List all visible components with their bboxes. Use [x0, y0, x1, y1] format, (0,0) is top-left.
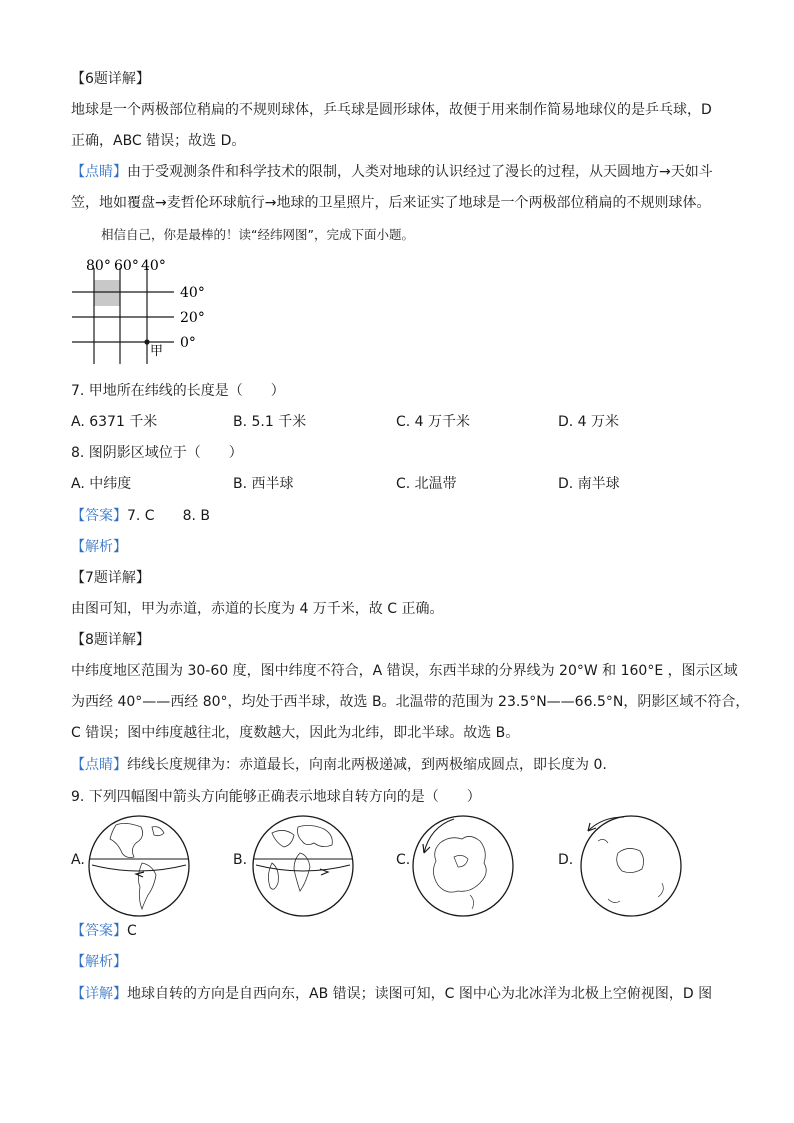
analysis-tag: 【解析】 [71, 539, 127, 555]
lat-label-40: 40° [180, 285, 205, 301]
lat-label-20: 20° [180, 310, 205, 326]
q6-tip-line1 [71, 161, 713, 181]
q8-detail-heading: 【8题详解】 [71, 632, 150, 648]
q8-option-d: D. 南半球 [558, 476, 620, 492]
q8-stem: 8. 图阴影区域位于（ ） [71, 445, 243, 461]
q6-body-line1: 地球是一个两极部位稍扁的不规则球体，乒乓球是圆形球体，故便于用来制作简易地球仪的是乒乓球，D [71, 102, 712, 118]
globe-c [410, 813, 516, 919]
tip-tag: 【点睛】 [71, 164, 127, 180]
globe-a [86, 813, 192, 919]
q9-option-a-label: A. [71, 852, 85, 868]
analysis-tag-9: 【解析】 [71, 954, 127, 970]
q7-option-c: C. 4 万千米 [396, 414, 471, 430]
point-jia-label: 甲 [150, 344, 164, 359]
q7-stem: 7. 甲地所在纬线的长度是（ ） [71, 383, 285, 399]
q8-detail-line1: 中纬度地区范围为 30-60 度，图中纬度不符合，A 错误，东西半球的分界线为 20°W 和 160°E ，图示区域 [71, 663, 738, 679]
globe-b [250, 813, 356, 919]
q9-option-b-label: B. [233, 852, 248, 868]
q8-option-c: C. 北温带 [396, 476, 457, 492]
detail-tag: 【详解】 [71, 986, 127, 1002]
q7-option-b: B. 5.1 千米 [233, 414, 307, 430]
q8-tip [71, 754, 607, 774]
q7-detail-heading: 【7题详解】 [71, 570, 150, 586]
lon-label-60: 60° [114, 258, 139, 274]
lon-label-40: 40° [141, 258, 166, 274]
q9-option-c-label: C. [396, 852, 411, 868]
point-jia-marker [144, 339, 149, 344]
q7-option-d: D. 4 万米 [558, 414, 620, 430]
answer-tag: 【答案】 [71, 508, 127, 524]
q9-option-d-label: D. [558, 852, 574, 868]
shaded-region [94, 280, 120, 306]
latlon-grid-figure [70, 254, 230, 364]
tip-tag: 【点睛】 [71, 757, 127, 773]
detail-text: 地球自转的方向是自西向东，AB 错误；读图可知，C 图中心为北冰洋为北极上空俯视图，D 图 [127, 986, 713, 1002]
answer-text: C [127, 923, 137, 939]
answer-tag: 【答案】 [71, 923, 127, 939]
q9-stem: 9. 下列四幅图中箭头方向能够正确表示地球自转方向的是（ ） [71, 789, 481, 805]
q8-detail-line3: C 错误；图中纬度越往北，度数越大，因此为北纬，即北半球。故选 B。 [71, 725, 520, 741]
answer-text: 7. C 8. B [127, 508, 210, 524]
detail-9 [71, 983, 712, 1003]
q6-tip-line2: 笠，地如覆盘→麦哲伦环球航行→地球的卫星照片，后来证实了地球是一个两极部位稍扁的不规则球体。 [71, 195, 711, 211]
lat-label-0: 0° [180, 335, 196, 351]
lon-label-80: 80° [86, 258, 111, 274]
intro-text: 相信自己，你是最棒的！读“经纬网图”，完成下面小题。 [101, 227, 414, 242]
q6-heading: 【6题详解】 [71, 71, 150, 87]
q6-body-line2: 正确，ABC 错误；故选 D。 [71, 133, 246, 149]
q8-option-b: B. 西半球 [233, 476, 294, 492]
q8-detail-line2: 为西经 40°——西经 80°，均处于西半球，故选 B。北温带的范围为 23.5°N——66.5°N，阴影区域不符合， [71, 694, 750, 710]
q7-option-a: A. 6371 千米 [71, 414, 158, 430]
q7-detail-body: 由图可知，甲为赤道，赤道的长度为 4 万千米，故 C 正确。 [71, 601, 444, 617]
tip-text: 纬线长度规律为：赤道最长，向南北两极递减，到两极缩成圆点，即长度为 0. [127, 757, 607, 773]
tip-text: 由于受观测条件和科学技术的限制，人类对地球的认识经过了漫长的过程，从天圆地方→天如斗 [127, 164, 713, 180]
answer-78 [71, 505, 210, 525]
globe-d [578, 813, 684, 919]
q8-option-a: A. 中纬度 [71, 476, 132, 492]
answer-9 [71, 920, 137, 940]
